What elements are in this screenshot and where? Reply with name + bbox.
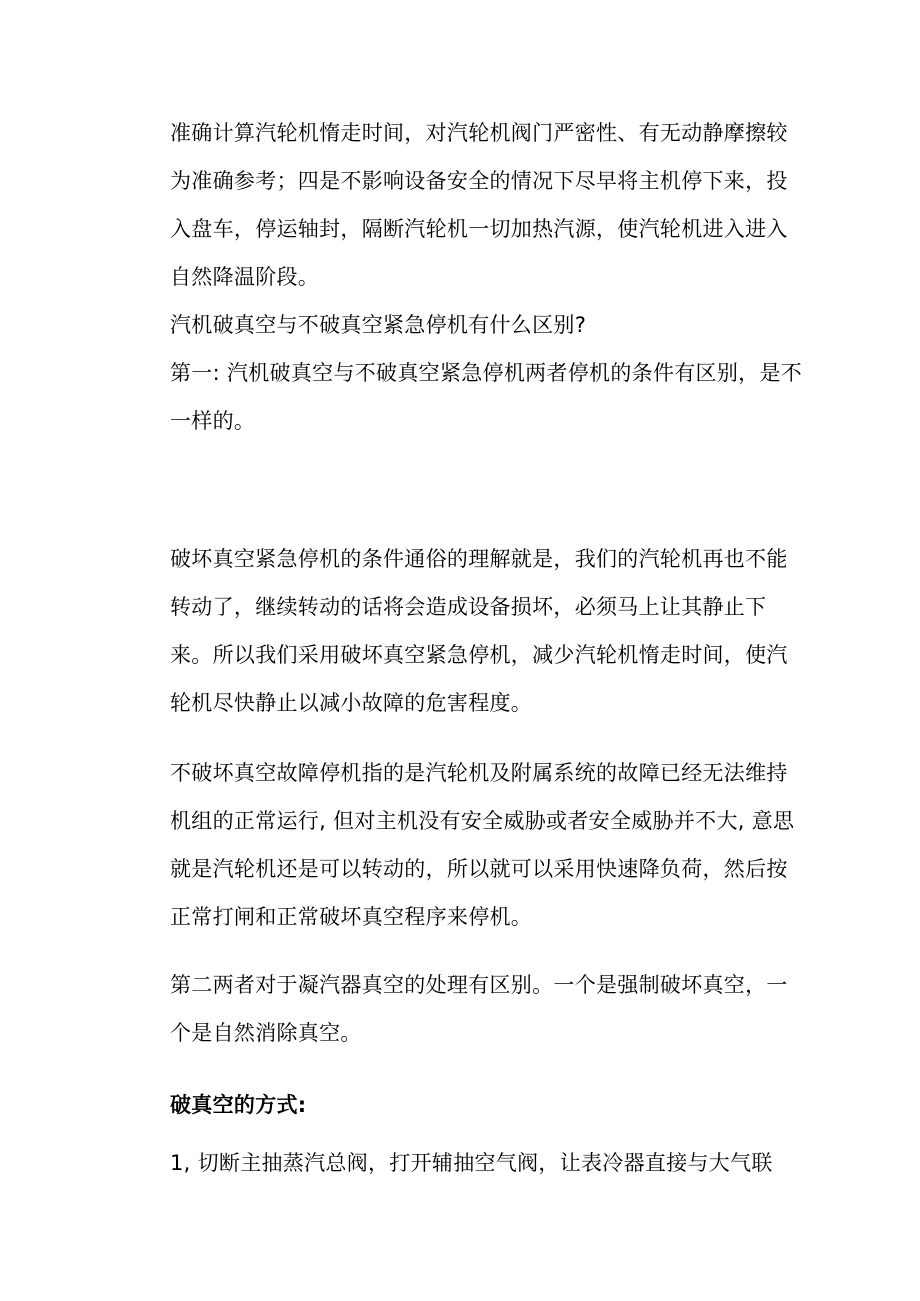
text-line: 入盘车，停运轴封，隔断汽轮机一切加热汽源，使汽轮机进入进入 <box>170 217 788 241</box>
text-line: 个是自然消除真空。 <box>170 1021 362 1045</box>
text-line: 第一: 汽机破真空与不破真空紧急停机两者停机的条件有区别，是不 <box>170 361 803 385</box>
text-line: 转动了，继续转动的话将会造成设备损坏，必须马上让其静止下 <box>170 595 767 619</box>
text-line: 正常打闸和正常破坏真空程序来停机。 <box>170 905 533 929</box>
text-line: 第二两者对于凝汽器真空的处理有区别。一个是强制破坏真空，一 <box>170 973 788 997</box>
text-line: 机组的正常运行, 但对主机没有安全威胁或者安全威胁并不大, 意思 <box>170 809 795 833</box>
text-line: 轮机尽快静止以减小故障的危害程度。 <box>170 691 533 715</box>
text-line: 就是汽轮机还是可以转动的，所以就可以采用快速降负荷，然后按 <box>170 857 788 881</box>
text-line: 一样的。 <box>170 409 256 433</box>
text-line: 1, 切断主抽蒸汽总阀，打开辅抽空气阀，让表冷器直接与大气联 <box>170 1151 773 1175</box>
section-heading: 破真空的方式: <box>170 1093 307 1117</box>
text-line: 准确计算汽轮机惰走时间，对汽轮机阀门严密性、有无动静摩擦较 <box>170 121 788 145</box>
question-line: 汽机破真空与不破真空紧急停机有什么区别? <box>170 313 587 337</box>
text-line: 为准确参考；四是不影响设备安全的情况下尽早将主机停下来，投 <box>170 169 788 193</box>
text-line: 自然降温阶段。 <box>170 265 320 289</box>
text-line: 不破坏真空故障停机指的是汽轮机及附属系统的故障已经无法维持 <box>170 761 788 785</box>
text-line: 破坏真空紧急停机的条件通俗的理解就是，我们的汽轮机再也不能 <box>170 547 788 571</box>
text-line: 来。所以我们采用破坏真空紧急停机，减少汽轮机惰走时间，使汽 <box>170 643 788 667</box>
